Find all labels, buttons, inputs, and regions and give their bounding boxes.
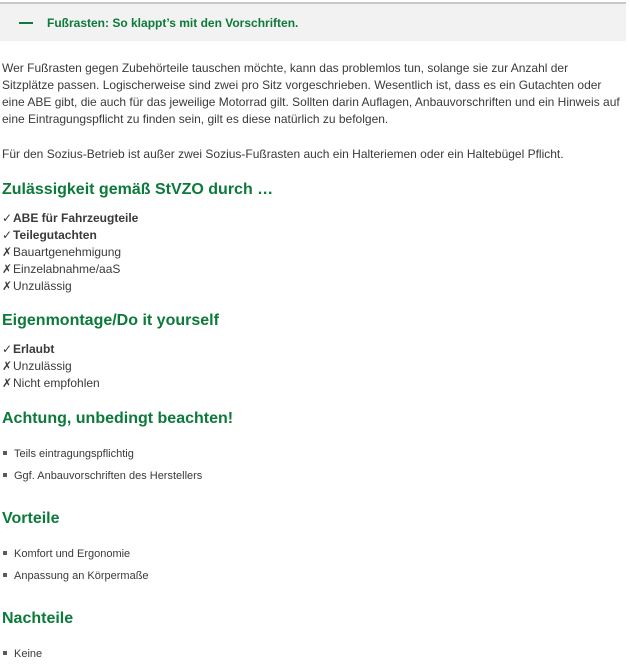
achtung-list xyxy=(3,443,202,487)
list-item: ✓Teilegutachten xyxy=(2,228,97,242)
check-icon: ✓ xyxy=(2,228,13,242)
heading-nachteile: Nachteile xyxy=(2,610,74,627)
list-item: ✗Unzulässig xyxy=(2,279,72,293)
heading-vorteile: Vorteile xyxy=(2,510,60,527)
heading-zulaessigkeit: Zulässigkeit gemäß StVZO durch … xyxy=(2,181,274,198)
check-icon: ✓ xyxy=(2,211,13,225)
accordion-title: Fußrasten: So klappt’s mit den Vorschriften. xyxy=(47,15,299,30)
vorteile-list xyxy=(3,543,149,587)
intro-paragraph: Wer Fußrasten gegen Zubehörteile tauschen möchte, kann das problemlos tun, solange sie zur Anzahl der Sitzplätze passen. Logischerweise sind zwei pro Sitz vorgeschrieben. Wesentlich ist, dass es ein Gutachten oder eine ABE gibt, die auch für das jeweilige Motorrad gilt. Sollten darin Auflagen, Anbauvorschriften und ein Hinweis auf eine Eintragungspflicht zu finden sein, gilt es diese natürlich zu befolgen. xyxy=(2,61,620,126)
list-item: Komfort und Ergonomie xyxy=(3,543,149,565)
list-item: Teils eintragungspflichtig xyxy=(3,443,202,465)
bullet-icon xyxy=(3,451,7,455)
collapse-icon xyxy=(19,22,33,24)
nachteile-list xyxy=(3,643,42,665)
cross-icon: ✗ xyxy=(2,376,13,390)
zulaessigkeit-list xyxy=(2,210,138,295)
bullet-icon xyxy=(3,651,7,655)
list-item: ✗Nicht empfohlen xyxy=(2,376,100,390)
list-item: ✓Erlaubt xyxy=(2,342,55,356)
list-item: Ggf. Anbauvorschriften des Herstellers xyxy=(3,465,202,487)
bullet-icon xyxy=(3,573,7,577)
accordion-header[interactable] xyxy=(0,2,626,41)
bullet-icon xyxy=(3,551,7,555)
list-item: ✓ABE für Fahrzeugteile xyxy=(2,211,139,225)
list-item: ✗Einzelabnahme/aaS xyxy=(2,262,121,276)
cross-icon: ✗ xyxy=(2,359,13,373)
list-item: ✗Bauartgenehmigung xyxy=(2,245,122,259)
cross-icon: ✗ xyxy=(2,279,13,293)
heading-achtung: Achtung, unbedingt beachten! xyxy=(2,410,234,427)
sozius-paragraph: Für den Sozius-Betrieb ist außer zwei Sozius-Fußrasten auch ein Halteriemen oder ein Haltebügel Pflicht. xyxy=(2,147,564,161)
list-item: Anpassung an Körpermaße xyxy=(3,565,149,587)
cross-icon: ✗ xyxy=(2,262,13,276)
list-item: Keine xyxy=(3,643,42,665)
check-icon: ✓ xyxy=(2,342,13,356)
heading-eigenmontage: Eigenmontage/Do it yourself xyxy=(2,312,219,329)
eigenmontage-list xyxy=(2,341,100,392)
cross-icon: ✗ xyxy=(2,245,13,259)
bullet-icon xyxy=(3,473,7,477)
list-item: ✗Unzulässig xyxy=(2,359,72,373)
